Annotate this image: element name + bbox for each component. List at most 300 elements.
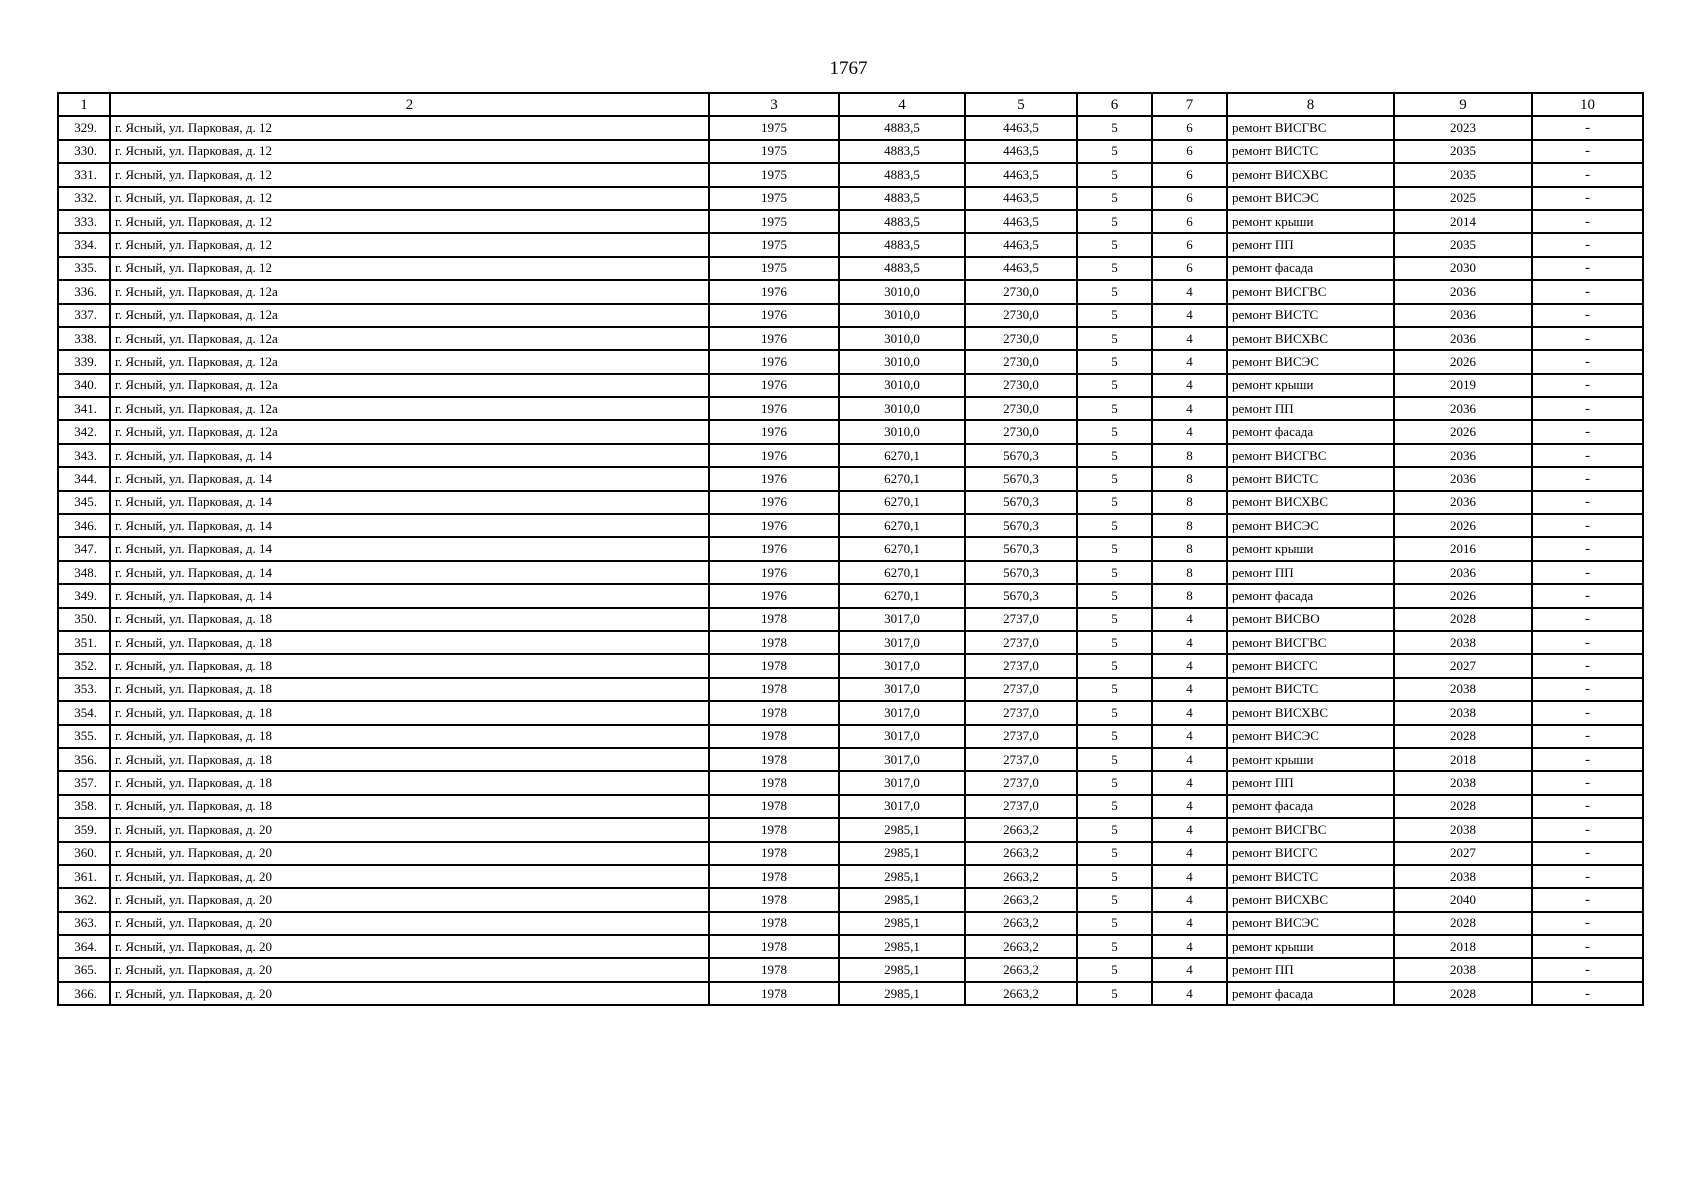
cell-work-type: ремонт ВИСЭС — [1227, 350, 1394, 373]
cell-work-type: ремонт ПП — [1227, 397, 1394, 420]
cell-address: г. Ясный, ул. Парковая, д. 20 — [110, 912, 709, 935]
cell-entrances: 4 — [1152, 912, 1227, 935]
cell-floors: 5 — [1077, 327, 1152, 350]
cell-work-type: ремонт крыши — [1227, 537, 1394, 560]
cell-year-built: 1978 — [709, 958, 839, 981]
cell-floors: 5 — [1077, 842, 1152, 865]
cell-work-type: ремонт ВИСХВС — [1227, 491, 1394, 514]
cell-row-number: 343. — [58, 444, 110, 467]
cell-work-type: ремонт фасада — [1227, 584, 1394, 607]
cell-living-area: 2730,0 — [965, 420, 1077, 443]
cell-note: - — [1532, 280, 1643, 303]
cell-note: - — [1532, 187, 1643, 210]
cell-year-built: 1978 — [709, 771, 839, 794]
cell-total-area: 3010,0 — [839, 350, 965, 373]
cell-note: - — [1532, 374, 1643, 397]
cell-address: г. Ясный, ул. Парковая, д. 12 — [110, 116, 709, 139]
cell-note: - — [1532, 257, 1643, 280]
cell-year-built: 1976 — [709, 584, 839, 607]
cell-planned-year: 2038 — [1394, 865, 1532, 888]
cell-floors: 5 — [1077, 818, 1152, 841]
cell-living-area: 5670,3 — [965, 444, 1077, 467]
cell-entrances: 4 — [1152, 397, 1227, 420]
table-row — [58, 888, 1643, 911]
cell-note: - — [1532, 958, 1643, 981]
table-body — [58, 116, 1643, 1005]
cell-work-type: ремонт крыши — [1227, 748, 1394, 771]
header-cell-work-type: 8 — [1227, 93, 1394, 116]
cell-address: г. Ясный, ул. Парковая, д. 12а — [110, 374, 709, 397]
cell-address: г. Ясный, ул. Парковая, д. 14 — [110, 584, 709, 607]
cell-planned-year: 2028 — [1394, 725, 1532, 748]
cell-work-type: ремонт ВИСГВС — [1227, 818, 1394, 841]
cell-entrances: 6 — [1152, 233, 1227, 256]
cell-total-area: 3017,0 — [839, 795, 965, 818]
cell-note: - — [1532, 795, 1643, 818]
cell-row-number: 361. — [58, 865, 110, 888]
cell-planned-year: 2035 — [1394, 163, 1532, 186]
cell-year-built: 1978 — [709, 725, 839, 748]
cell-address: г. Ясный, ул. Парковая, д. 12а — [110, 304, 709, 327]
cell-entrances: 4 — [1152, 327, 1227, 350]
cell-note: - — [1532, 935, 1643, 958]
cell-year-built: 1976 — [709, 514, 839, 537]
cell-total-area: 6270,1 — [839, 561, 965, 584]
cell-note: - — [1532, 701, 1643, 724]
cell-living-area: 5670,3 — [965, 491, 1077, 514]
cell-address: г. Ясный, ул. Парковая, д. 12 — [110, 233, 709, 256]
cell-address: г. Ясный, ул. Парковая, д. 18 — [110, 631, 709, 654]
cell-floors: 5 — [1077, 631, 1152, 654]
cell-total-area: 3017,0 — [839, 654, 965, 677]
cell-work-type: ремонт ВИСЭС — [1227, 725, 1394, 748]
cell-address: г. Ясный, ул. Парковая, д. 18 — [110, 771, 709, 794]
cell-work-type: ремонт ВИСТС — [1227, 140, 1394, 163]
header-cell-note: 10 — [1532, 93, 1643, 116]
cell-total-area: 4883,5 — [839, 163, 965, 186]
cell-row-number: 339. — [58, 350, 110, 373]
table-row — [58, 140, 1643, 163]
table-row — [58, 280, 1643, 303]
cell-row-number: 359. — [58, 818, 110, 841]
cell-address: г. Ясный, ул. Парковая, д. 18 — [110, 725, 709, 748]
cell-address: г. Ясный, ул. Парковая, д. 20 — [110, 888, 709, 911]
cell-total-area: 4883,5 — [839, 257, 965, 280]
cell-floors: 5 — [1077, 420, 1152, 443]
cell-note: - — [1532, 467, 1643, 490]
cell-note: - — [1532, 233, 1643, 256]
cell-work-type: ремонт фасада — [1227, 420, 1394, 443]
cell-floors: 5 — [1077, 210, 1152, 233]
page-number: 1767 — [829, 58, 868, 79]
cell-row-number: 357. — [58, 771, 110, 794]
cell-row-number: 360. — [58, 842, 110, 865]
cell-work-type: ремонт ПП — [1227, 561, 1394, 584]
cell-planned-year: 2035 — [1394, 233, 1532, 256]
header-row — [58, 93, 1643, 116]
cell-year-built: 1978 — [709, 631, 839, 654]
cell-floors: 5 — [1077, 771, 1152, 794]
cell-total-area: 2985,1 — [839, 958, 965, 981]
cell-year-built: 1976 — [709, 374, 839, 397]
cell-address: г. Ясный, ул. Парковая, д. 14 — [110, 467, 709, 490]
cell-note: - — [1532, 561, 1643, 584]
cell-address: г. Ясный, ул. Парковая, д. 12 — [110, 257, 709, 280]
cell-row-number: 356. — [58, 748, 110, 771]
cell-note: - — [1532, 584, 1643, 607]
cell-floors: 5 — [1077, 537, 1152, 560]
cell-living-area: 4463,5 — [965, 140, 1077, 163]
cell-row-number: 340. — [58, 374, 110, 397]
cell-year-built: 1976 — [709, 280, 839, 303]
cell-entrances: 4 — [1152, 608, 1227, 631]
cell-planned-year: 2026 — [1394, 420, 1532, 443]
repair-schedule-table — [57, 92, 1644, 1006]
cell-floors: 5 — [1077, 350, 1152, 373]
cell-floors: 5 — [1077, 491, 1152, 514]
cell-address: г. Ясный, ул. Парковая, д. 12 — [110, 140, 709, 163]
cell-year-built: 1975 — [709, 210, 839, 233]
table-row — [58, 491, 1643, 514]
cell-address: г. Ясный, ул. Парковая, д. 14 — [110, 491, 709, 514]
cell-work-type: ремонт ВИСВО — [1227, 608, 1394, 631]
cell-living-area: 2737,0 — [965, 608, 1077, 631]
cell-row-number: 334. — [58, 233, 110, 256]
cell-living-area: 2730,0 — [965, 397, 1077, 420]
header-cell-entrances: 7 — [1152, 93, 1227, 116]
cell-work-type: ремонт ВИСХВС — [1227, 888, 1394, 911]
cell-note: - — [1532, 350, 1643, 373]
cell-address: г. Ясный, ул. Парковая, д. 20 — [110, 982, 709, 1005]
cell-floors: 5 — [1077, 116, 1152, 139]
table-row — [58, 537, 1643, 560]
cell-row-number: 345. — [58, 491, 110, 514]
cell-address: г. Ясный, ул. Парковая, д. 14 — [110, 514, 709, 537]
cell-row-number: 349. — [58, 584, 110, 607]
cell-floors: 5 — [1077, 140, 1152, 163]
cell-floors: 5 — [1077, 163, 1152, 186]
cell-work-type: ремонт крыши — [1227, 374, 1394, 397]
cell-year-built: 1978 — [709, 865, 839, 888]
cell-entrances: 4 — [1152, 678, 1227, 701]
table-row — [58, 584, 1643, 607]
cell-note: - — [1532, 654, 1643, 677]
cell-total-area: 3017,0 — [839, 631, 965, 654]
cell-entrances: 4 — [1152, 842, 1227, 865]
cell-row-number: 363. — [58, 912, 110, 935]
cell-address: г. Ясный, ул. Парковая, д. 14 — [110, 444, 709, 467]
cell-planned-year: 2036 — [1394, 491, 1532, 514]
cell-entrances: 4 — [1152, 888, 1227, 911]
cell-work-type: ремонт ВИСХВС — [1227, 163, 1394, 186]
cell-planned-year: 2016 — [1394, 537, 1532, 560]
cell-floors: 5 — [1077, 187, 1152, 210]
cell-total-area: 3010,0 — [839, 304, 965, 327]
table-row — [58, 935, 1643, 958]
cell-work-type: ремонт фасада — [1227, 982, 1394, 1005]
cell-planned-year: 2018 — [1394, 748, 1532, 771]
cell-note: - — [1532, 444, 1643, 467]
cell-living-area: 2730,0 — [965, 327, 1077, 350]
cell-living-area: 4463,5 — [965, 233, 1077, 256]
cell-floors: 5 — [1077, 280, 1152, 303]
cell-planned-year: 2036 — [1394, 304, 1532, 327]
table-row — [58, 865, 1643, 888]
cell-entrances: 4 — [1152, 701, 1227, 724]
cell-year-built: 1976 — [709, 350, 839, 373]
cell-total-area: 3017,0 — [839, 701, 965, 724]
cell-living-area: 2663,2 — [965, 982, 1077, 1005]
cell-row-number: 350. — [58, 608, 110, 631]
cell-entrances: 4 — [1152, 958, 1227, 981]
cell-living-area: 2730,0 — [965, 350, 1077, 373]
cell-entrances: 6 — [1152, 257, 1227, 280]
cell-note: - — [1532, 771, 1643, 794]
cell-work-type: ремонт ВИСТС — [1227, 865, 1394, 888]
cell-living-area: 2663,2 — [965, 818, 1077, 841]
cell-total-area: 6270,1 — [839, 467, 965, 490]
cell-address: г. Ясный, ул. Парковая, д. 12а — [110, 350, 709, 373]
cell-living-area: 2730,0 — [965, 374, 1077, 397]
cell-total-area: 3017,0 — [839, 678, 965, 701]
cell-total-area: 4883,5 — [839, 187, 965, 210]
table-row — [58, 233, 1643, 256]
cell-row-number: 353. — [58, 678, 110, 701]
cell-entrances: 4 — [1152, 654, 1227, 677]
cell-total-area: 6270,1 — [839, 584, 965, 607]
cell-total-area: 6270,1 — [839, 491, 965, 514]
cell-planned-year: 2026 — [1394, 514, 1532, 537]
cell-living-area: 4463,5 — [965, 116, 1077, 139]
table-row — [58, 958, 1643, 981]
cell-floors: 5 — [1077, 888, 1152, 911]
cell-total-area: 4883,5 — [839, 210, 965, 233]
cell-total-area: 3010,0 — [839, 327, 965, 350]
table-row — [58, 374, 1643, 397]
cell-note: - — [1532, 514, 1643, 537]
cell-entrances: 4 — [1152, 865, 1227, 888]
cell-row-number: 341. — [58, 397, 110, 420]
cell-entrances: 8 — [1152, 467, 1227, 490]
cell-planned-year: 2026 — [1394, 584, 1532, 607]
cell-address: г. Ясный, ул. Парковая, д. 20 — [110, 818, 709, 841]
cell-living-area: 2730,0 — [965, 280, 1077, 303]
cell-address: г. Ясный, ул. Парковая, д. 14 — [110, 561, 709, 584]
cell-entrances: 8 — [1152, 491, 1227, 514]
cell-living-area: 2663,2 — [965, 935, 1077, 958]
cell-planned-year: 2028 — [1394, 912, 1532, 935]
cell-year-built: 1975 — [709, 233, 839, 256]
cell-living-area: 2737,0 — [965, 795, 1077, 818]
cell-total-area: 2985,1 — [839, 842, 965, 865]
table-row — [58, 187, 1643, 210]
cell-living-area: 4463,5 — [965, 257, 1077, 280]
cell-address: г. Ясный, ул. Парковая, д. 18 — [110, 701, 709, 724]
cell-living-area: 2663,2 — [965, 888, 1077, 911]
cell-year-built: 1976 — [709, 420, 839, 443]
table-row — [58, 654, 1643, 677]
cell-row-number: 358. — [58, 795, 110, 818]
cell-year-built: 1978 — [709, 935, 839, 958]
cell-entrances: 8 — [1152, 584, 1227, 607]
cell-address: г. Ясный, ул. Парковая, д. 14 — [110, 537, 709, 560]
cell-planned-year: 2036 — [1394, 397, 1532, 420]
cell-year-built: 1975 — [709, 140, 839, 163]
cell-entrances: 6 — [1152, 163, 1227, 186]
cell-floors: 5 — [1077, 725, 1152, 748]
cell-work-type: ремонт ПП — [1227, 958, 1394, 981]
cell-row-number: 346. — [58, 514, 110, 537]
cell-entrances: 4 — [1152, 795, 1227, 818]
cell-address: г. Ясный, ул. Парковая, д. 20 — [110, 958, 709, 981]
cell-floors: 5 — [1077, 678, 1152, 701]
cell-note: - — [1532, 304, 1643, 327]
cell-living-area: 2737,0 — [965, 654, 1077, 677]
table-row — [58, 701, 1643, 724]
cell-note: - — [1532, 327, 1643, 350]
cell-work-type: ремонт ВИСХВС — [1227, 327, 1394, 350]
cell-year-built: 1976 — [709, 467, 839, 490]
cell-entrances: 8 — [1152, 561, 1227, 584]
cell-living-area: 5670,3 — [965, 561, 1077, 584]
cell-living-area: 5670,3 — [965, 537, 1077, 560]
cell-work-type: ремонт ВИСХВС — [1227, 701, 1394, 724]
cell-note: - — [1532, 140, 1643, 163]
cell-note: - — [1532, 163, 1643, 186]
cell-living-area: 2663,2 — [965, 958, 1077, 981]
cell-living-area: 4463,5 — [965, 163, 1077, 186]
cell-year-built: 1978 — [709, 842, 839, 865]
cell-note: - — [1532, 865, 1643, 888]
cell-floors: 5 — [1077, 608, 1152, 631]
cell-floors: 5 — [1077, 958, 1152, 981]
cell-note: - — [1532, 818, 1643, 841]
cell-total-area: 6270,1 — [839, 514, 965, 537]
header-cell-total-area: 4 — [839, 93, 965, 116]
cell-living-area: 2737,0 — [965, 678, 1077, 701]
cell-address: г. Ясный, ул. Парковая, д. 12а — [110, 327, 709, 350]
cell-work-type: ремонт ВИСГВС — [1227, 444, 1394, 467]
cell-entrances: 4 — [1152, 771, 1227, 794]
cell-planned-year: 2036 — [1394, 444, 1532, 467]
cell-work-type: ремонт ПП — [1227, 771, 1394, 794]
cell-row-number: 348. — [58, 561, 110, 584]
cell-address: г. Ясный, ул. Парковая, д. 18 — [110, 748, 709, 771]
cell-year-built: 1978 — [709, 912, 839, 935]
cell-living-area: 2737,0 — [965, 701, 1077, 724]
cell-planned-year: 2028 — [1394, 982, 1532, 1005]
cell-floors: 5 — [1077, 935, 1152, 958]
cell-row-number: 347. — [58, 537, 110, 560]
cell-address: г. Ясный, ул. Парковая, д. 18 — [110, 678, 709, 701]
cell-entrances: 4 — [1152, 982, 1227, 1005]
cell-entrances: 6 — [1152, 140, 1227, 163]
cell-total-area: 2985,1 — [839, 888, 965, 911]
table-row — [58, 444, 1643, 467]
cell-year-built: 1976 — [709, 444, 839, 467]
cell-address: г. Ясный, ул. Парковая, д. 12 — [110, 163, 709, 186]
cell-row-number: 351. — [58, 631, 110, 654]
cell-total-area: 2985,1 — [839, 982, 965, 1005]
cell-floors: 5 — [1077, 514, 1152, 537]
cell-entrances: 4 — [1152, 304, 1227, 327]
cell-total-area: 4883,5 — [839, 116, 965, 139]
cell-total-area: 3017,0 — [839, 771, 965, 794]
cell-note: - — [1532, 725, 1643, 748]
cell-entrances: 4 — [1152, 350, 1227, 373]
cell-work-type: ремонт ВИСГВС — [1227, 631, 1394, 654]
cell-living-area: 2663,2 — [965, 842, 1077, 865]
header-cell-living-area: 5 — [965, 93, 1077, 116]
cell-entrances: 6 — [1152, 187, 1227, 210]
cell-planned-year: 2030 — [1394, 257, 1532, 280]
cell-entrances: 8 — [1152, 514, 1227, 537]
cell-row-number: 362. — [58, 888, 110, 911]
cell-work-type: ремонт ВИСТС — [1227, 304, 1394, 327]
cell-row-number: 352. — [58, 654, 110, 677]
cell-year-built: 1975 — [709, 163, 839, 186]
cell-work-type: ремонт крыши — [1227, 935, 1394, 958]
header-cell-planned-year: 9 — [1394, 93, 1532, 116]
cell-address: г. Ясный, ул. Парковая, д. 12а — [110, 420, 709, 443]
cell-planned-year: 2014 — [1394, 210, 1532, 233]
cell-planned-year: 2038 — [1394, 678, 1532, 701]
cell-floors: 5 — [1077, 233, 1152, 256]
cell-planned-year: 2036 — [1394, 280, 1532, 303]
cell-row-number: 332. — [58, 187, 110, 210]
cell-total-area: 2985,1 — [839, 935, 965, 958]
cell-total-area: 3010,0 — [839, 397, 965, 420]
table-row — [58, 982, 1643, 1005]
table-row — [58, 748, 1643, 771]
cell-note: - — [1532, 888, 1643, 911]
cell-entrances: 4 — [1152, 420, 1227, 443]
cell-entrances: 4 — [1152, 374, 1227, 397]
cell-year-built: 1978 — [709, 982, 839, 1005]
cell-living-area: 2737,0 — [965, 725, 1077, 748]
cell-year-built: 1978 — [709, 654, 839, 677]
cell-planned-year: 2026 — [1394, 350, 1532, 373]
cell-planned-year: 2019 — [1394, 374, 1532, 397]
cell-living-area: 5670,3 — [965, 514, 1077, 537]
cell-entrances: 4 — [1152, 748, 1227, 771]
cell-entrances: 4 — [1152, 631, 1227, 654]
table-header — [58, 93, 1643, 116]
cell-note: - — [1532, 678, 1643, 701]
cell-planned-year: 2027 — [1394, 842, 1532, 865]
cell-planned-year: 2023 — [1394, 116, 1532, 139]
header-cell-year-built: 3 — [709, 93, 839, 116]
cell-note: - — [1532, 912, 1643, 935]
cell-living-area: 2663,2 — [965, 865, 1077, 888]
table-row — [58, 608, 1643, 631]
cell-living-area: 2663,2 — [965, 912, 1077, 935]
cell-address: г. Ясный, ул. Парковая, д. 18 — [110, 654, 709, 677]
cell-year-built: 1975 — [709, 116, 839, 139]
cell-work-type: ремонт фасада — [1227, 795, 1394, 818]
cell-row-number: 338. — [58, 327, 110, 350]
cell-note: - — [1532, 982, 1643, 1005]
cell-total-area: 2985,1 — [839, 912, 965, 935]
cell-work-type: ремонт ВИСЭС — [1227, 912, 1394, 935]
cell-address: г. Ясный, ул. Парковая, д. 18 — [110, 608, 709, 631]
table-row — [58, 678, 1643, 701]
cell-living-area: 4463,5 — [965, 187, 1077, 210]
cell-address: г. Ясный, ул. Парковая, д. 12 — [110, 187, 709, 210]
table-row — [58, 725, 1643, 748]
cell-row-number: 344. — [58, 467, 110, 490]
cell-year-built: 1978 — [709, 818, 839, 841]
